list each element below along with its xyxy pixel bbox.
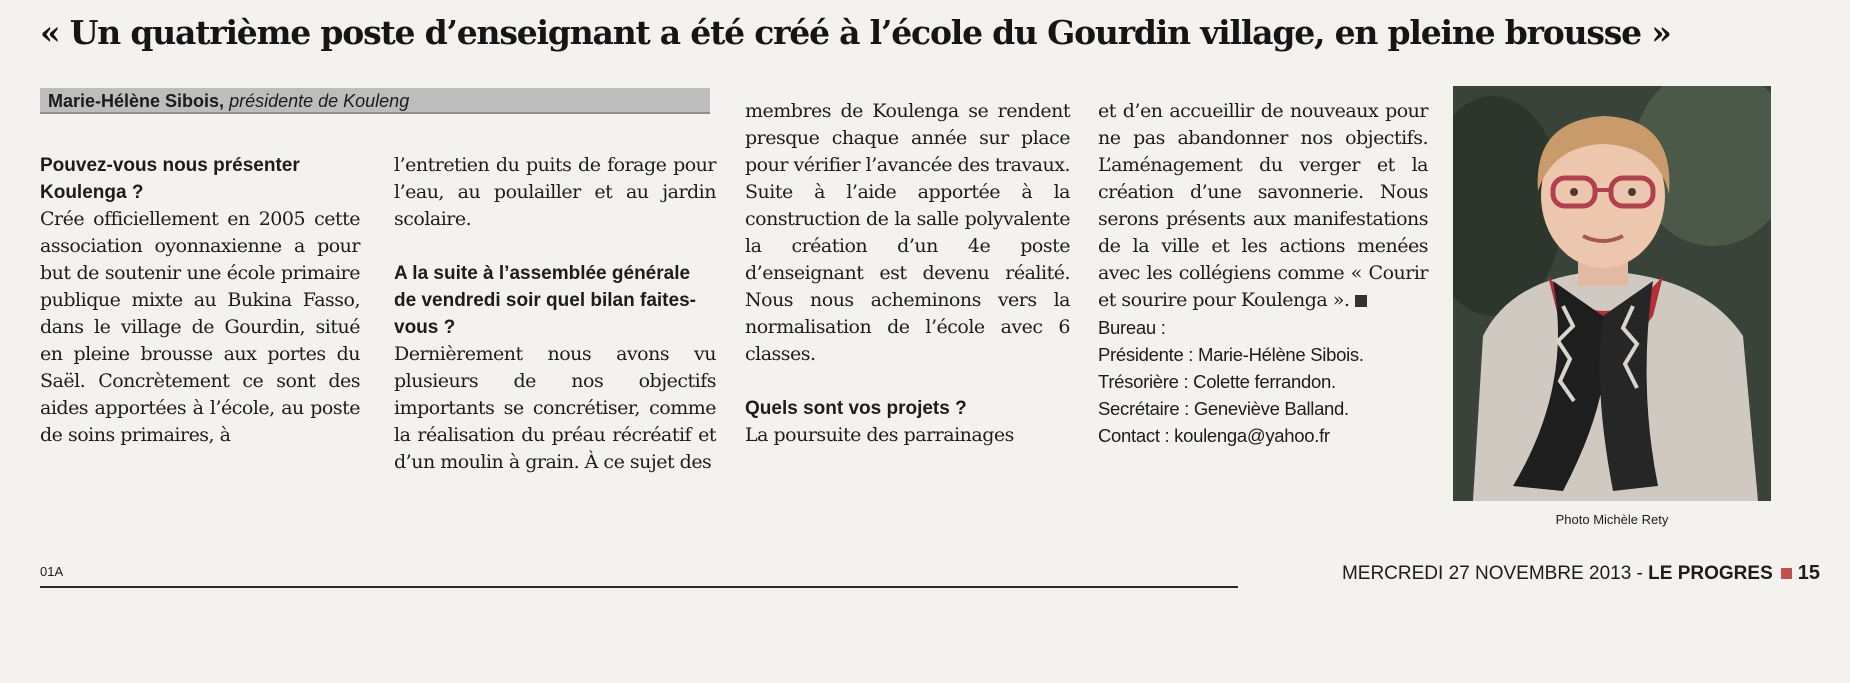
article-headline: « Un quatrième poste d’enseignant a été créé à l’école du Gourdin village, en pleine brousse » [40, 13, 1671, 52]
bureau-presidente: Présidente : Marie-Hélène Sibois. [1098, 344, 1364, 365]
answer-2: Dernièrement nous avons vu plusieurs de nos objectifs importants se concrétiser, comme la réalisation du préau récréatif et d’un moulin à grain. À ce sujet des [394, 343, 716, 473]
column-4 [1098, 98, 1428, 449]
portrait-illustration [1453, 86, 1771, 501]
byline-role: présidente de Kouleng [224, 91, 410, 111]
answer-3-continued [1098, 98, 1428, 314]
column-1 [40, 152, 360, 449]
square-bullet-icon [1781, 568, 1792, 579]
newspaper-name: LE PROGRES [1648, 563, 1773, 584]
answer-2-continued: membres de Koulenga se rendent presque chaque année sur place pour vérifier l’avancée des travaux. Suite à l’aide apportée à la construction de la salle polyvalente la création d’un 4e poste d’enseignant est devenu réalité. Nous nous acheminons vers la normalisation de l’école avec 6 classes. [745, 100, 1070, 365]
bureau-secretaire: Secrétaire : Geneviève Balland. [1098, 398, 1349, 419]
bureau-tresoriere: Trésorière : Colette ferrandon. [1098, 371, 1336, 392]
byline-bar [40, 88, 710, 114]
column-2 [394, 152, 716, 476]
byline-name: Marie-Hélène Sibois, [48, 91, 225, 111]
question-3: Quels sont vos projets ? [745, 398, 967, 419]
portrait-photo [1453, 86, 1771, 501]
adjacent-page-bleed [1790, 130, 1830, 530]
photo-caption: Photo Michèle Rety [1555, 512, 1669, 527]
publication-date: MERCREDI 27 NOVEMBRE 2013 [1341, 563, 1632, 584]
end-of-article-mark [1355, 295, 1367, 307]
section-code: 01A [40, 564, 64, 579]
bureau-contact: Contact : koulenga@yahoo.fr [1098, 425, 1330, 446]
column-3 [745, 98, 1070, 449]
answer-1-continued: l’entretien du puits de forage pour l’eau, au poulailler et au jardin scolaire. [394, 154, 716, 230]
answer-3-continued-text: et d’en accueillir de nouveaux pour ne pas abandonner nos objectifs. L’aménagement du verger et la création d’une savonnerie. Nous serons présents aux manifestations de la ville et les actions menées avec les collégiens comme « Courir et sourire pour Koulenga ». [1098, 100, 1428, 311]
answer-1: Crée officiellement en 2005 cette association oyonnaxienne a pour but de soutenir une école primaire publique mixte au Bukina Fasso, dans le village de Gourdin, situé en pleine brousse aux portes du Saël. Concrètement ce sont des aides apportées à l’école, au poste de soins primaires, à [40, 208, 360, 446]
question-2: A la suite à l’assemblée générale de vendredi soir quel bilan faites-vous ? [394, 263, 696, 338]
question-1: Pouvez-vous nous présenter Koulenga ? [40, 155, 300, 203]
footer-rule [40, 586, 1238, 588]
footer-folio [1342, 562, 1820, 585]
bureau-title: Bureau : [1098, 317, 1166, 338]
page-footer [40, 560, 1820, 590]
page-number: 15 [1797, 562, 1820, 584]
folio-separator: - [1631, 563, 1649, 584]
answer-3: La poursuite des parrainages [745, 424, 1014, 446]
